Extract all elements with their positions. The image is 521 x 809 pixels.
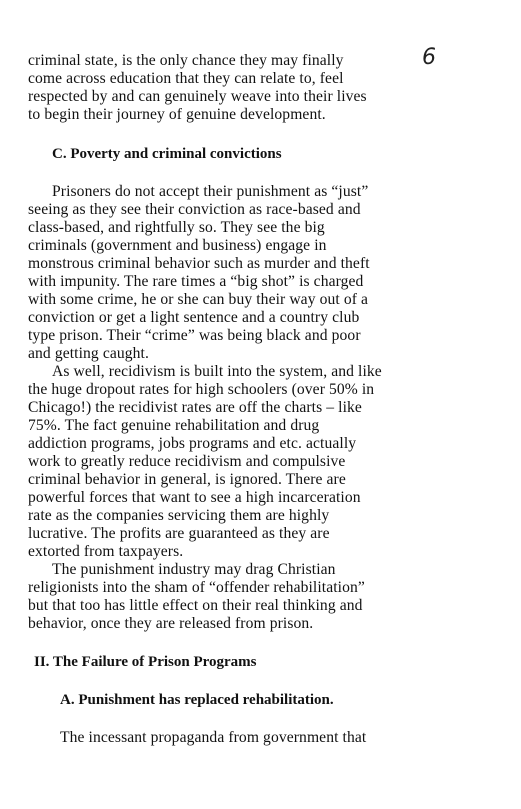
intro-line: criminal state, is the only chance they may finally	[28, 52, 344, 69]
body-line: addiction programs, jobs programs and etc. actually	[28, 435, 357, 452]
body-line: 75%. The fact genuine rehabilitation and drug	[28, 417, 320, 434]
body-line: class-based, and rightfully so. They see the big	[28, 219, 325, 236]
handwritten-page-number: 6	[422, 45, 436, 70]
body-line: with impunity. The rare times a “big shot” is charged	[28, 273, 364, 290]
section-c-heading: C. Poverty and criminal convictions	[52, 146, 282, 162]
intro-line: respected by and can genuinely weave into their lives	[28, 88, 367, 105]
section-ii-subheading: A. Punishment has replaced rehabilitation.	[60, 692, 334, 708]
body-line: with some crime, he or she can buy their way out of a	[28, 291, 369, 308]
body-line: the huge dropout rates for high schoolers (over 50% in	[28, 381, 375, 398]
section-ii-heading: II. The Failure of Prison Programs	[34, 654, 257, 670]
body-line: rate as the companies servicing them are highly	[28, 507, 330, 524]
body-line: Chicago!) the recidivist rates are off the charts – like	[28, 399, 362, 416]
body-line: Prisoners do not accept their punishment as “just”	[52, 183, 369, 200]
body-line: extorted from taxpayers.	[28, 543, 184, 560]
body-line: seeing as they see their conviction as race-based and	[28, 201, 361, 218]
body-line: The punishment industry may drag Christian	[52, 561, 336, 578]
body-line: powerful forces that want to see a high incarceration	[28, 489, 361, 506]
body-line: behavior, once they are released from prison.	[28, 615, 314, 632]
body-line: monstrous criminal behavior such as murder and theft	[28, 255, 370, 272]
intro-line: come across education that they can relate to, feel	[28, 70, 344, 87]
body-line: but that too has little effect on their real thinking and	[28, 597, 363, 614]
body-line: conviction or get a light sentence and a country club	[28, 309, 360, 326]
body-line: lucrative. The profits are guaranteed as they are	[28, 525, 330, 542]
body-line: The incessant propaganda from government that	[60, 729, 367, 746]
body-line: work to greatly reduce recidivism and compulsive	[28, 453, 346, 470]
intro-line: to begin their journey of genuine development.	[28, 106, 326, 123]
body-line: As well, recidivism is built into the system, and like	[52, 363, 382, 380]
body-line: criminal behavior in general, is ignored. There are	[28, 471, 346, 488]
body-line: type prison. Their “crime” was being black and poor	[28, 327, 361, 344]
body-line: and getting caught.	[28, 345, 149, 362]
body-line: religionists into the sham of “offender rehabilitation”	[28, 579, 365, 596]
body-line: criminals (government and business) engage in	[28, 237, 327, 254]
